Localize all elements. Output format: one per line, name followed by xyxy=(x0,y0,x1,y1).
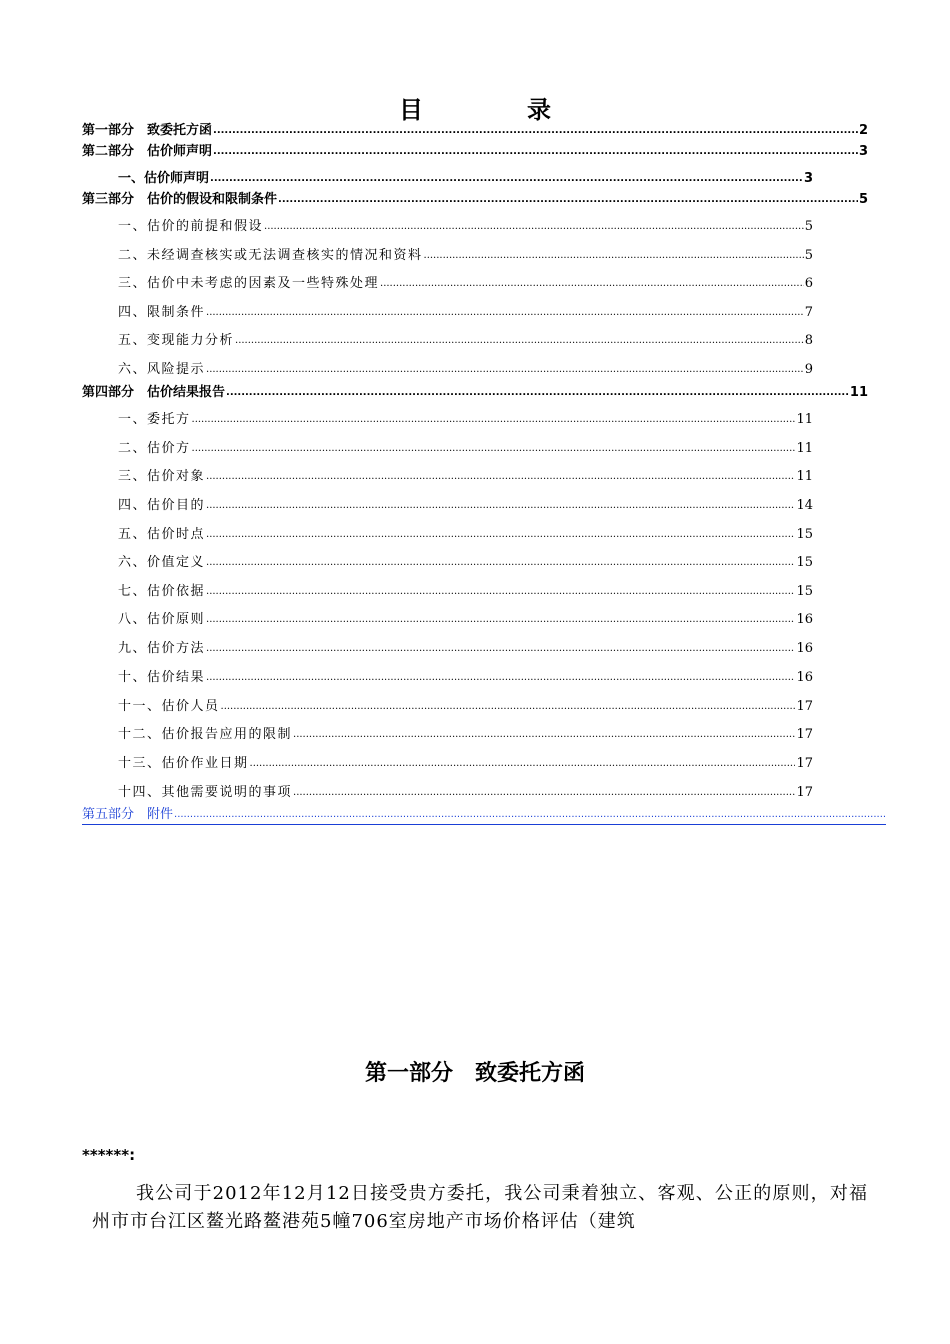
toc-leader-dots xyxy=(264,217,804,236)
toc-leader-dots xyxy=(226,383,849,402)
toc-leader-dots xyxy=(206,639,795,658)
toc-entry[interactable] xyxy=(118,668,813,687)
toc-page-number: 8 xyxy=(804,333,813,348)
toc-entry-label: 十四、其他需要说明的事项 xyxy=(118,785,293,800)
toc-entry[interactable] xyxy=(118,274,813,293)
toc-page-number: 17 xyxy=(796,785,813,800)
toc-entry[interactable] xyxy=(118,697,813,716)
toc-entry[interactable] xyxy=(118,360,813,379)
toc-title: 目 录 xyxy=(399,95,591,124)
toc-page-number: 15 xyxy=(796,555,813,570)
toc-page-number: 6 xyxy=(804,276,813,291)
toc-page-number: 2 xyxy=(858,123,868,138)
toc-leader-dots xyxy=(206,496,795,515)
toc-page-number: 5 xyxy=(804,248,813,263)
section-title: 第一部分 致委托方函 xyxy=(364,1061,585,1086)
toc-page-number: 15 xyxy=(796,584,813,599)
toc-page-number: 16 xyxy=(796,670,813,685)
body-paragraph: 我公司于2012年12月12日接受贵方委托，我公司秉着独立、客观、公正的原则，对福州市市台江区鳌光路鳌港苑5幢706室房地产市场价格评估（建筑 xyxy=(92,1183,868,1232)
toc-page-number: 16 xyxy=(796,612,813,627)
toc-entry[interactable] xyxy=(118,303,813,322)
toc-page-number: 17 xyxy=(796,699,813,714)
toc-leader-dots xyxy=(206,582,795,601)
toc-entry[interactable] xyxy=(118,610,813,629)
toc-entry[interactable] xyxy=(118,582,813,601)
toc-entry[interactable] xyxy=(118,783,813,802)
toc-entry-label: 三、估价中未考虑的因素及一些特殊处理 xyxy=(118,276,380,291)
toc-entry-label: 第三部分 估价的假设和限制条件 xyxy=(82,192,278,207)
toc-page-number: 3 xyxy=(803,171,813,186)
toc-entry[interactable] xyxy=(118,467,813,486)
toc-entry-label: 一、委托方 xyxy=(118,412,191,427)
toc-entry[interactable] xyxy=(118,639,813,658)
toc-page-number: 5 xyxy=(858,192,868,207)
toc-entry[interactable] xyxy=(118,439,813,458)
toc-page-number: 17 xyxy=(796,727,813,742)
toc-entry-label: 四、估价目的 xyxy=(118,498,206,513)
toc-entry-label: 一、估价的前提和假设 xyxy=(118,219,264,234)
toc-leader-dots xyxy=(213,121,858,140)
toc-entry-label: 二、未经调查核实或无法调查核实的情况和资料 xyxy=(118,248,423,263)
toc-leader-dots xyxy=(206,668,795,687)
toc-entry-appraiser-statement[interactable] xyxy=(118,169,813,188)
toc-entry-label: 第四部分 估价结果报告 xyxy=(82,385,226,400)
toc-entry-label: 第五部分 附件 xyxy=(82,807,174,822)
toc-leader-dots xyxy=(206,553,795,572)
salutation: ******: xyxy=(82,1146,136,1164)
toc-entry[interactable] xyxy=(118,754,813,773)
toc-entry-part1[interactable] xyxy=(82,121,868,140)
toc-entry-part4[interactable] xyxy=(82,383,868,402)
toc-leader-dots xyxy=(213,142,858,161)
toc-page-number: 11 xyxy=(796,441,813,456)
toc-entry[interactable] xyxy=(118,496,813,515)
toc-leader-dots xyxy=(293,783,795,802)
toc-page-number: 7 xyxy=(804,305,813,320)
toc-leader-dots xyxy=(206,360,804,379)
toc-entry-label: 三、估价对象 xyxy=(118,469,206,484)
toc-entry[interactable] xyxy=(118,246,813,265)
toc-page-number: 11 xyxy=(849,385,868,400)
toc-entry-label: 七、估价依据 xyxy=(118,584,206,599)
toc-entry[interactable] xyxy=(118,217,813,236)
toc-leader-dots xyxy=(424,246,804,265)
toc-leader-dots xyxy=(192,439,796,458)
toc-entry-label: 九、估价方法 xyxy=(118,641,206,656)
toc-leader-dots xyxy=(206,467,795,486)
toc-entry-label: 十二、估价报告应用的限制 xyxy=(118,727,293,742)
toc-leader-dots xyxy=(206,525,795,544)
toc-entry-label: 十一、估价人员 xyxy=(118,699,220,714)
toc-leader-dots xyxy=(278,190,858,209)
toc-entry-label: 六、风险提示 xyxy=(118,362,206,377)
toc-entry-part5-link[interactable] xyxy=(82,805,886,825)
toc-entry[interactable] xyxy=(118,410,813,429)
toc-leader-dots xyxy=(174,805,885,824)
toc-entry[interactable] xyxy=(118,525,813,544)
toc-page-number: 9 xyxy=(804,362,813,377)
toc-leader-dots xyxy=(206,610,795,629)
toc-entry-label: 十、估价结果 xyxy=(118,670,206,685)
toc-entry[interactable] xyxy=(118,553,813,572)
toc-entry-label: 五、变现能力分析 xyxy=(118,333,235,348)
toc-page-number: 11 xyxy=(796,469,813,484)
toc-page-number: 11 xyxy=(796,412,813,427)
toc-page-number: 17 xyxy=(796,756,813,771)
toc-leader-dots xyxy=(293,725,795,744)
toc-entry-label: 六、价值定义 xyxy=(118,555,206,570)
toc-entry[interactable] xyxy=(118,725,813,744)
toc-entry-label: 一、估价师声明 xyxy=(118,171,210,186)
toc-entry-label: 四、限制条件 xyxy=(118,305,206,320)
toc-leader-dots xyxy=(250,754,796,773)
toc-entry-label: 二、估价方 xyxy=(118,441,191,456)
toc-entry-part2[interactable] xyxy=(82,142,868,161)
toc-page-number: 14 xyxy=(796,498,813,513)
toc-leader-dots xyxy=(206,303,804,322)
toc-leader-dots xyxy=(235,331,804,350)
toc-entry-label: 第二部分 估价师声明 xyxy=(82,144,213,159)
toc-entry-part3[interactable] xyxy=(82,190,868,209)
toc-entry-label: 十三、估价作业日期 xyxy=(118,756,249,771)
toc-entry[interactable] xyxy=(118,331,813,350)
toc-entry-label: 第一部分 致委托方函 xyxy=(82,123,213,138)
toc-page-number: 16 xyxy=(796,641,813,656)
toc-page-number: 5 xyxy=(804,219,813,234)
toc-leader-dots xyxy=(210,169,803,188)
toc-leader-dots xyxy=(221,697,796,716)
toc-leader-dots xyxy=(380,274,804,293)
toc-entry-label: 八、估价原则 xyxy=(118,612,206,627)
toc-page-number: 15 xyxy=(796,527,813,542)
toc-page-number: 3 xyxy=(858,144,868,159)
toc-entry-label: 五、估价时点 xyxy=(118,527,206,542)
toc-leader-dots xyxy=(192,410,796,429)
